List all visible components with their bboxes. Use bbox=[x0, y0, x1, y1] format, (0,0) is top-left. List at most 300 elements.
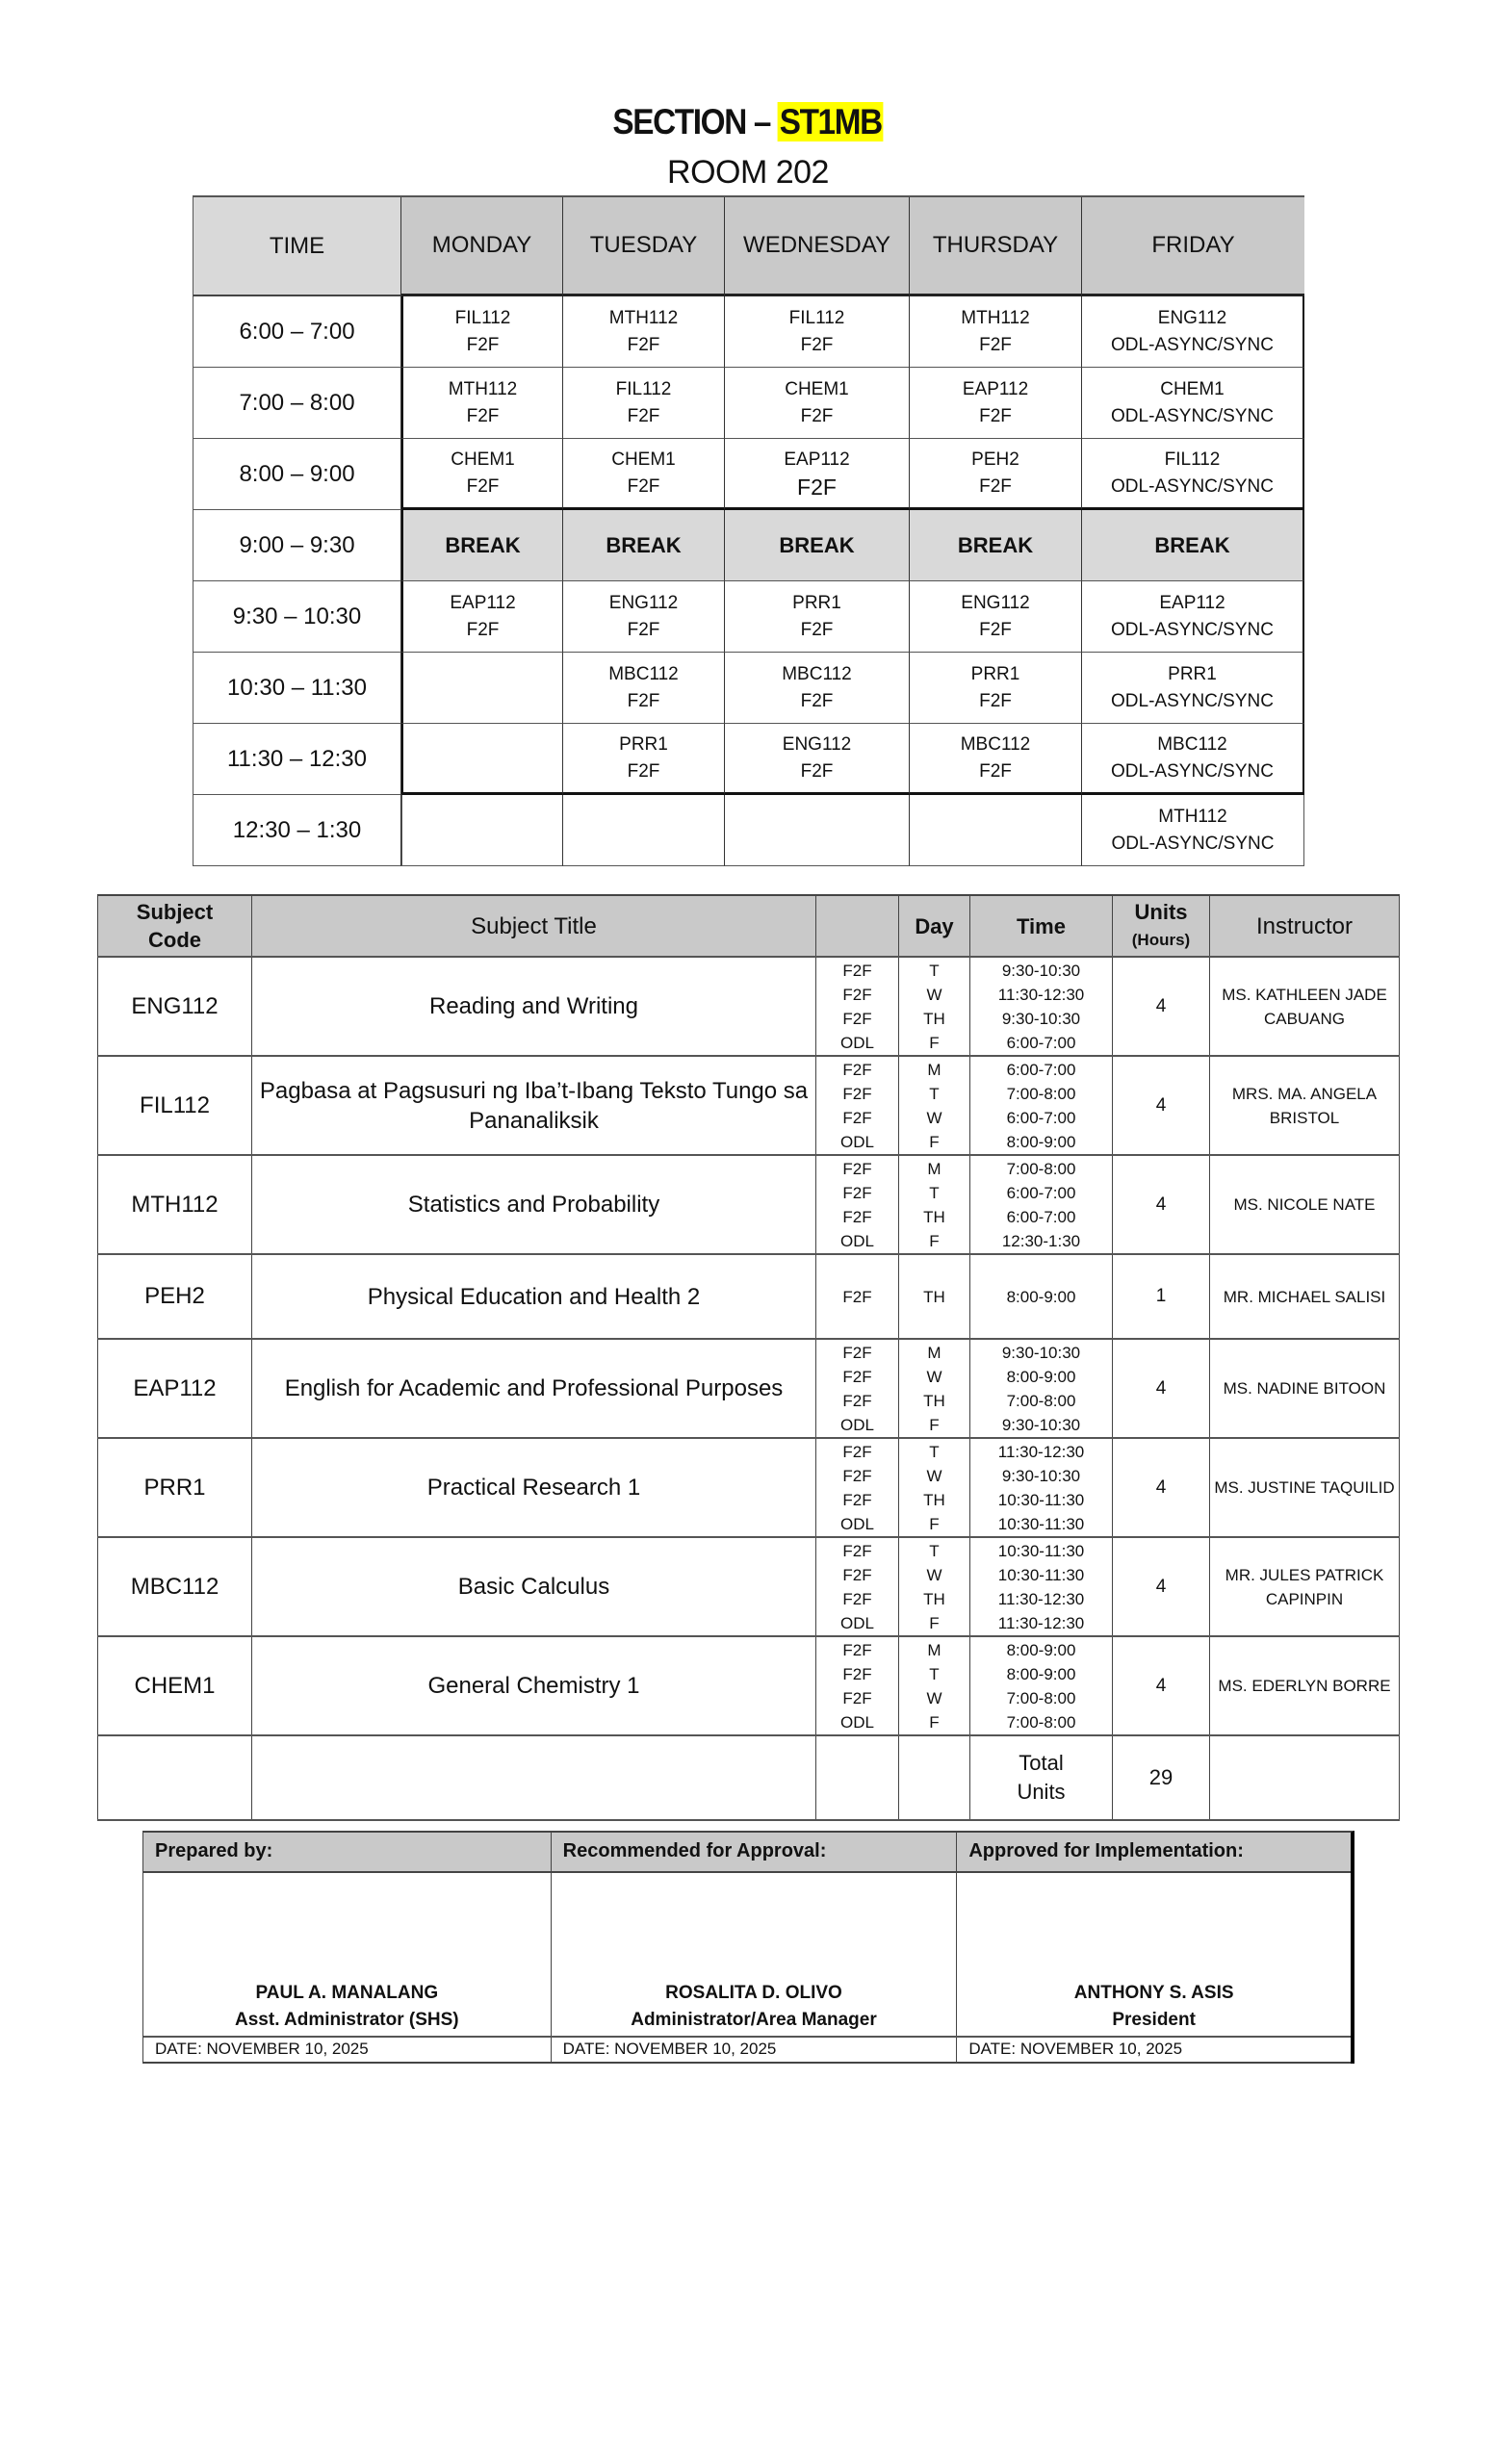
class-slot bbox=[563, 368, 725, 439]
signatory-name: ROSALITA D. OLIVO bbox=[665, 1983, 842, 2003]
slot-subject: EAP112 bbox=[962, 378, 1029, 399]
signature-date-row bbox=[143, 2038, 1351, 2064]
class-slot bbox=[563, 653, 725, 724]
time: 7:00-8:00 bbox=[1006, 1084, 1076, 1103]
subject-title: Pagbasa at Pagsusuri ng Iba’t-Ibang Teksto Tungo sa Pananaliksik bbox=[252, 1057, 816, 1154]
header-mode bbox=[816, 896, 899, 956]
header-units bbox=[1113, 896, 1210, 956]
signatory-name: PAUL A. MANALANG bbox=[255, 1983, 439, 2003]
day: M bbox=[927, 1640, 941, 1659]
day: TH bbox=[923, 1391, 945, 1410]
time-slot: 8:00 – 9:00 bbox=[193, 439, 401, 510]
subject-title: Physical Education and Health 2 bbox=[252, 1255, 816, 1338]
date-approved: DATE: NOVEMBER 10, 2025 bbox=[968, 2040, 1183, 2058]
signatory-role: President bbox=[1112, 2010, 1196, 2030]
time: 6:00-7:00 bbox=[1006, 1033, 1076, 1052]
class-slot bbox=[563, 724, 725, 795]
header-wednesday: WEDNESDAY bbox=[725, 197, 910, 296]
time: 9:30-10:30 bbox=[1001, 1343, 1081, 1362]
header-day: Day bbox=[899, 896, 970, 956]
slot-mode: ODL-ASYNC/SYNC bbox=[1111, 833, 1275, 854]
subject-row bbox=[97, 1637, 1400, 1736]
schedule-row bbox=[193, 296, 1304, 368]
class-slot bbox=[1082, 368, 1304, 439]
day: T bbox=[929, 1664, 940, 1683]
slot-subject: MTH112 bbox=[961, 307, 1030, 328]
delivery-mode: F2F bbox=[842, 1688, 872, 1707]
header-units-hours: (Hours) bbox=[1131, 931, 1191, 949]
header-tuesday: TUESDAY bbox=[563, 197, 725, 296]
signature-table bbox=[142, 1831, 1354, 2064]
day: F bbox=[929, 1712, 940, 1732]
delivery-mode: F2F bbox=[842, 1565, 872, 1584]
delivery-mode: F2F bbox=[842, 1589, 872, 1608]
schedule-row bbox=[193, 795, 1304, 866]
slot-mode: F2F bbox=[979, 619, 1012, 640]
day: F bbox=[929, 1231, 940, 1250]
subject-code: EAP112 bbox=[97, 1340, 252, 1437]
header-subject-title: Subject Title bbox=[252, 896, 816, 956]
class-slot bbox=[725, 581, 910, 653]
slot-subject: ENG112 bbox=[608, 592, 679, 613]
total-empty-day bbox=[899, 1736, 970, 1819]
subject-instructor: MRS. MA. ANGELA BRISTOL bbox=[1210, 1057, 1400, 1154]
time: 7:00-8:00 bbox=[1006, 1391, 1076, 1410]
approved-heading: Approved for Implementation: bbox=[968, 1840, 1244, 1861]
slot-mode: F2F bbox=[800, 334, 834, 355]
slot-subject: MTH112 bbox=[1158, 806, 1227, 827]
schedule-break-row bbox=[193, 510, 1304, 581]
time: 7:00-8:00 bbox=[1006, 1712, 1076, 1732]
time-slot: 11:30 – 12:30 bbox=[193, 724, 401, 795]
time: 6:00-7:00 bbox=[1006, 1183, 1076, 1202]
subject-instructor: MS. JUSTINE TAQUILID bbox=[1210, 1439, 1400, 1536]
class-slot bbox=[725, 724, 910, 795]
slot-mode: F2F bbox=[800, 760, 834, 782]
day: T bbox=[929, 1183, 940, 1202]
slot-mode: F2F bbox=[979, 475, 1012, 497]
class-slot bbox=[910, 653, 1082, 724]
day-list bbox=[899, 1255, 970, 1338]
delivery-mode: F2F bbox=[842, 1084, 872, 1103]
slot-subject: PRR1 bbox=[970, 663, 1020, 684]
delivery-mode-list bbox=[816, 1439, 899, 1536]
subject-instructor: MR. MICHAEL SALISI bbox=[1210, 1255, 1400, 1338]
day-list bbox=[899, 1340, 970, 1437]
delivery-mode: ODL bbox=[840, 1712, 874, 1732]
time: 8:00-9:00 bbox=[1006, 1287, 1076, 1306]
delivery-mode-list bbox=[816, 1538, 899, 1635]
time-list bbox=[970, 1057, 1113, 1154]
header-monday: MONDAY bbox=[401, 197, 563, 296]
class-slot bbox=[563, 581, 725, 653]
subject-row bbox=[97, 1340, 1400, 1439]
schedule-header-row bbox=[193, 195, 1304, 296]
subject-code: ENG112 bbox=[97, 958, 252, 1055]
subject-row bbox=[97, 1255, 1400, 1340]
slot-subject: EAP112 bbox=[1159, 592, 1225, 613]
time: 7:00-8:00 bbox=[1006, 1688, 1076, 1707]
recommended-heading: Recommended for Approval: bbox=[552, 1833, 958, 1871]
time: 7:00-8:00 bbox=[1006, 1159, 1076, 1178]
slot-mode: F2F bbox=[979, 760, 1012, 782]
subject-instructor: MS. NADINE BITOON bbox=[1210, 1340, 1400, 1437]
signature-header-row bbox=[143, 1833, 1351, 1873]
delivery-mode: F2F bbox=[842, 1490, 872, 1509]
subject-units: 1 bbox=[1113, 1255, 1210, 1338]
subject-table bbox=[97, 894, 1400, 1821]
day: T bbox=[929, 1442, 940, 1461]
delivery-mode-list bbox=[816, 1057, 899, 1154]
time-list bbox=[970, 1439, 1113, 1536]
delivery-mode: F2F bbox=[842, 1009, 872, 1028]
signatory-name: ANTHONY S. ASIS bbox=[1073, 1983, 1234, 2003]
delivery-mode: F2F bbox=[842, 1060, 872, 1079]
delivery-mode: F2F bbox=[842, 1367, 872, 1386]
slot-mode: ODL-ASYNC/SYNC bbox=[1111, 690, 1274, 711]
day: W bbox=[926, 1688, 942, 1707]
slot-subject: MTH112 bbox=[608, 307, 679, 328]
class-slot bbox=[1082, 795, 1304, 866]
total-empty-instructor bbox=[1210, 1736, 1400, 1819]
slot-mode: F2F bbox=[466, 334, 500, 355]
time-list bbox=[970, 1340, 1113, 1437]
schedule-row bbox=[193, 724, 1304, 795]
time-slot: 7:00 – 8:00 bbox=[193, 368, 401, 439]
slot-subject: PEH2 bbox=[971, 449, 1019, 470]
delivery-mode: F2F bbox=[842, 1207, 872, 1226]
slot-subject: PRR1 bbox=[619, 733, 668, 755]
class-slot bbox=[910, 439, 1082, 510]
subject-code: CHEM1 bbox=[97, 1637, 252, 1734]
time: 10:30-11:30 bbox=[997, 1565, 1085, 1584]
signatory-role: Administrator/Area Manager bbox=[631, 2010, 877, 2030]
day: T bbox=[929, 1541, 940, 1560]
total-row bbox=[97, 1736, 1400, 1821]
time: 11:30-12:30 bbox=[997, 1589, 1085, 1608]
class-slot bbox=[910, 795, 1082, 866]
break-cell: BREAK bbox=[563, 510, 725, 581]
break-cell: BREAK bbox=[401, 510, 563, 581]
subject-instructor: MS. EDERLYN BORRE bbox=[1210, 1637, 1400, 1734]
subject-code: PEH2 bbox=[97, 1255, 252, 1338]
header-units-label: Units bbox=[1134, 900, 1188, 924]
time: 6:00-7:00 bbox=[1006, 1207, 1076, 1226]
day: M bbox=[927, 1159, 941, 1178]
delivery-mode: ODL bbox=[840, 1231, 874, 1250]
slot-subject: EAP112 bbox=[450, 592, 516, 613]
subject-units: 4 bbox=[1113, 1156, 1210, 1253]
class-slot bbox=[401, 439, 563, 510]
schedule-row bbox=[193, 653, 1304, 724]
time-list bbox=[970, 1637, 1113, 1734]
class-slot bbox=[1082, 581, 1304, 653]
subject-instructor: MS. KATHLEEN JADE CABUANG bbox=[1210, 958, 1400, 1055]
slot-mode: F2F bbox=[627, 405, 660, 426]
delivery-mode: F2F bbox=[842, 1287, 872, 1306]
signature-names-row bbox=[143, 1873, 1351, 2038]
time: 8:00-9:00 bbox=[1006, 1664, 1076, 1683]
subject-units: 4 bbox=[1113, 958, 1210, 1055]
day: T bbox=[929, 961, 940, 980]
weekly-schedule-table bbox=[193, 195, 1304, 866]
slot-subject: MBC112 bbox=[960, 733, 1031, 755]
day: TH bbox=[923, 1009, 945, 1028]
subject-units: 4 bbox=[1113, 1057, 1210, 1154]
day: F bbox=[929, 1132, 940, 1151]
time-slot: 10:30 – 11:30 bbox=[193, 653, 401, 724]
class-slot bbox=[910, 581, 1082, 653]
header-time: TIME bbox=[193, 197, 401, 296]
class-slot bbox=[1082, 439, 1304, 510]
subject-units: 4 bbox=[1113, 1637, 1210, 1734]
day-list bbox=[899, 1156, 970, 1253]
class-slot bbox=[910, 724, 1082, 795]
slot-subject: CHEM1 bbox=[451, 449, 515, 470]
signatory-recommended bbox=[552, 1873, 958, 2036]
delivery-mode: F2F bbox=[842, 1664, 872, 1683]
slot-subject: ENG112 bbox=[782, 733, 852, 755]
slot-mode: F2F bbox=[979, 690, 1012, 711]
delivery-mode: F2F bbox=[842, 1183, 872, 1202]
class-slot bbox=[725, 439, 910, 510]
day-list bbox=[899, 1439, 970, 1536]
time: 6:00-7:00 bbox=[1006, 1108, 1076, 1127]
total-empty-code bbox=[97, 1736, 252, 1819]
signatory-role: Asst. Administrator (SHS) bbox=[235, 2010, 459, 2030]
slot-mode: F2F bbox=[800, 690, 834, 711]
slot-subject: PRR1 bbox=[1168, 663, 1217, 684]
time: 10:30-11:30 bbox=[997, 1541, 1085, 1560]
delivery-mode: F2F bbox=[842, 1108, 872, 1127]
slot-mode: F2F bbox=[627, 760, 660, 782]
schedule-body bbox=[193, 296, 1304, 866]
slot-subject: CHEM1 bbox=[1160, 378, 1225, 399]
slot-mode: ODL-ASYNC/SYNC bbox=[1111, 405, 1274, 426]
delivery-mode-list bbox=[816, 1340, 899, 1437]
time: 11:30-12:30 bbox=[997, 1442, 1085, 1461]
day: T bbox=[929, 1084, 940, 1103]
day: F bbox=[929, 1415, 940, 1434]
schedule-row bbox=[193, 439, 1304, 510]
subject-code: PRR1 bbox=[97, 1439, 252, 1536]
class-slot bbox=[1082, 724, 1304, 795]
delivery-mode: F2F bbox=[842, 1159, 872, 1178]
class-slot bbox=[401, 368, 563, 439]
time-slot: 9:30 – 10:30 bbox=[193, 581, 401, 653]
class-slot bbox=[910, 296, 1082, 368]
slot-subject: PRR1 bbox=[792, 592, 841, 613]
subject-row bbox=[97, 958, 1400, 1057]
header-time: Time bbox=[970, 896, 1113, 956]
delivery-mode: F2F bbox=[842, 1640, 872, 1659]
delivery-mode-list bbox=[816, 1637, 899, 1734]
slot-mode: ODL-ASYNC/SYNC bbox=[1111, 619, 1274, 640]
slot-mode: F2F bbox=[466, 475, 500, 497]
slot-subject: MTH112 bbox=[448, 378, 518, 399]
section-code-highlight: ST1MB bbox=[779, 102, 882, 141]
subject-units: 4 bbox=[1113, 1439, 1210, 1536]
time: 9:30-10:30 bbox=[1001, 1466, 1081, 1485]
subject-instructor: MR. JULES PATRICK CAPINPIN bbox=[1210, 1538, 1400, 1635]
subject-row bbox=[97, 1538, 1400, 1637]
schedule-row bbox=[193, 368, 1304, 439]
delivery-mode: ODL bbox=[840, 1415, 874, 1434]
subject-title: Basic Calculus bbox=[252, 1538, 816, 1635]
subject-code: MTH112 bbox=[97, 1156, 252, 1253]
slot-mode: F2F bbox=[627, 619, 660, 640]
subject-code: MBC112 bbox=[97, 1538, 252, 1635]
delivery-mode: F2F bbox=[842, 961, 872, 980]
time: 8:00-9:00 bbox=[1006, 1367, 1076, 1386]
time-slot: 12:30 – 1:30 bbox=[193, 795, 401, 866]
time: 8:00-9:00 bbox=[1006, 1640, 1076, 1659]
time-list bbox=[970, 1538, 1113, 1635]
total-label-line1: Total bbox=[1019, 1751, 1064, 1775]
delivery-mode: ODL bbox=[840, 1132, 874, 1151]
time: 10:30-11:30 bbox=[997, 1490, 1085, 1509]
day: M bbox=[927, 1343, 941, 1362]
subject-title: English for Academic and Professional Purposes bbox=[252, 1340, 816, 1437]
date-prepared: DATE: NOVEMBER 10, 2025 bbox=[143, 2038, 552, 2062]
delivery-mode: F2F bbox=[842, 1391, 872, 1410]
time: 10:30-11:30 bbox=[997, 1514, 1085, 1533]
class-slot bbox=[725, 653, 910, 724]
day: F bbox=[929, 1033, 940, 1052]
schedule-row bbox=[193, 581, 1304, 653]
delivery-mode: ODL bbox=[840, 1613, 874, 1632]
slot-mode: F2F bbox=[627, 475, 660, 497]
day: F bbox=[929, 1613, 940, 1632]
time: 6:00-7:00 bbox=[1006, 1060, 1076, 1079]
time-list bbox=[970, 958, 1113, 1055]
total-empty-mode bbox=[816, 1736, 899, 1819]
day: W bbox=[926, 1108, 942, 1127]
time-list bbox=[970, 1156, 1113, 1253]
class-slot bbox=[401, 653, 563, 724]
date-recommended: DATE: NOVEMBER 10, 2025 bbox=[552, 2038, 958, 2062]
time-slot: 9:00 – 9:30 bbox=[193, 510, 401, 581]
class-slot bbox=[725, 368, 910, 439]
class-slot bbox=[563, 439, 725, 510]
slot-subject: FIL112 bbox=[454, 307, 511, 328]
section-prefix: SECTION – bbox=[612, 102, 778, 141]
signatory-approved bbox=[957, 1873, 1351, 2036]
slot-subject: CHEM1 bbox=[785, 378, 849, 399]
break-cell: BREAK bbox=[910, 510, 1082, 581]
total-units-label bbox=[970, 1736, 1113, 1819]
day: W bbox=[926, 1367, 942, 1386]
subject-instructor: MS. NICOLE NATE bbox=[1210, 1156, 1400, 1253]
prepared-by-heading: Prepared by: bbox=[143, 1833, 552, 1871]
time: 9:30-10:30 bbox=[1001, 1009, 1081, 1028]
class-slot bbox=[725, 296, 910, 368]
slot-mode: F2F bbox=[466, 405, 500, 426]
class-slot bbox=[1082, 653, 1304, 724]
time: 9:30-10:30 bbox=[1001, 961, 1081, 980]
time-list bbox=[970, 1255, 1113, 1338]
subject-title: General Chemistry 1 bbox=[252, 1637, 816, 1734]
slot-subject: FIL112 bbox=[615, 378, 672, 399]
section-title bbox=[75, 102, 1422, 142]
header-thursday: THURSDAY bbox=[910, 197, 1082, 296]
delivery-mode: ODL bbox=[840, 1033, 874, 1052]
time: 9:30-10:30 bbox=[1001, 1415, 1081, 1434]
signatory-prepared bbox=[143, 1873, 552, 2036]
slot-subject: EAP112 bbox=[784, 449, 850, 470]
class-slot bbox=[401, 296, 563, 368]
class-slot bbox=[401, 724, 563, 795]
delivery-mode-list bbox=[816, 1255, 899, 1338]
slot-subject: FIL112 bbox=[1164, 449, 1221, 470]
subject-header-row bbox=[97, 896, 1400, 958]
class-slot bbox=[725, 795, 910, 866]
subject-title: Statistics and Probability bbox=[252, 1156, 816, 1253]
subject-row bbox=[97, 1156, 1400, 1255]
slot-subject: CHEM1 bbox=[611, 449, 676, 470]
total-label-line2: Units bbox=[1017, 1780, 1066, 1804]
slot-mode: ODL-ASYNC/SYNC bbox=[1111, 475, 1274, 497]
room-label: ROOM 202 bbox=[667, 154, 829, 191]
day: M bbox=[927, 1060, 941, 1079]
day-list bbox=[899, 958, 970, 1055]
header-subject-code-line2: Code bbox=[148, 928, 201, 952]
day: F bbox=[929, 1514, 940, 1533]
break-cell: BREAK bbox=[1082, 510, 1304, 581]
slot-subject: FIL112 bbox=[788, 307, 845, 328]
class-slot bbox=[401, 581, 563, 653]
slot-mode: F2F bbox=[979, 405, 1012, 426]
subject-title: Practical Research 1 bbox=[252, 1439, 816, 1536]
delivery-mode: ODL bbox=[840, 1514, 874, 1533]
delivery-mode: F2F bbox=[842, 1466, 872, 1485]
day: TH bbox=[923, 1589, 945, 1608]
class-slot bbox=[563, 296, 725, 368]
slot-mode: F2F bbox=[979, 334, 1012, 355]
slot-mode: ODL-ASYNC/SYNC bbox=[1111, 760, 1274, 782]
day: W bbox=[926, 1466, 942, 1485]
header-friday: FRIDAY bbox=[1082, 197, 1304, 296]
slot-subject: MBC112 bbox=[782, 663, 852, 684]
class-slot bbox=[910, 368, 1082, 439]
subject-title: Reading and Writing bbox=[252, 958, 816, 1055]
class-slot bbox=[1082, 296, 1304, 368]
delivery-mode-list bbox=[816, 958, 899, 1055]
slot-mode: F2F bbox=[627, 690, 660, 711]
day: TH bbox=[923, 1287, 945, 1306]
time: 12:30-1:30 bbox=[1001, 1231, 1081, 1250]
time-slot: 6:00 – 7:00 bbox=[193, 296, 401, 368]
day: TH bbox=[923, 1490, 945, 1509]
slot-subject: ENG112 bbox=[1157, 307, 1227, 328]
header-instructor: Instructor bbox=[1210, 896, 1400, 956]
class-slot bbox=[401, 795, 563, 866]
subject-row bbox=[97, 1439, 1400, 1538]
day-list bbox=[899, 1538, 970, 1635]
total-empty-title bbox=[252, 1736, 816, 1819]
day: W bbox=[926, 1565, 942, 1584]
time: 11:30-12:30 bbox=[997, 1613, 1085, 1632]
slot-mode: F2F bbox=[466, 619, 500, 640]
total-units-value: 29 bbox=[1113, 1736, 1210, 1819]
subject-units: 4 bbox=[1113, 1538, 1210, 1635]
slot-mode: F2F bbox=[627, 334, 660, 355]
delivery-mode: F2F bbox=[842, 1541, 872, 1560]
day-list bbox=[899, 1637, 970, 1734]
header-subject-code bbox=[97, 896, 252, 956]
day-list bbox=[899, 1057, 970, 1154]
slot-subject: MBC112 bbox=[608, 663, 679, 684]
